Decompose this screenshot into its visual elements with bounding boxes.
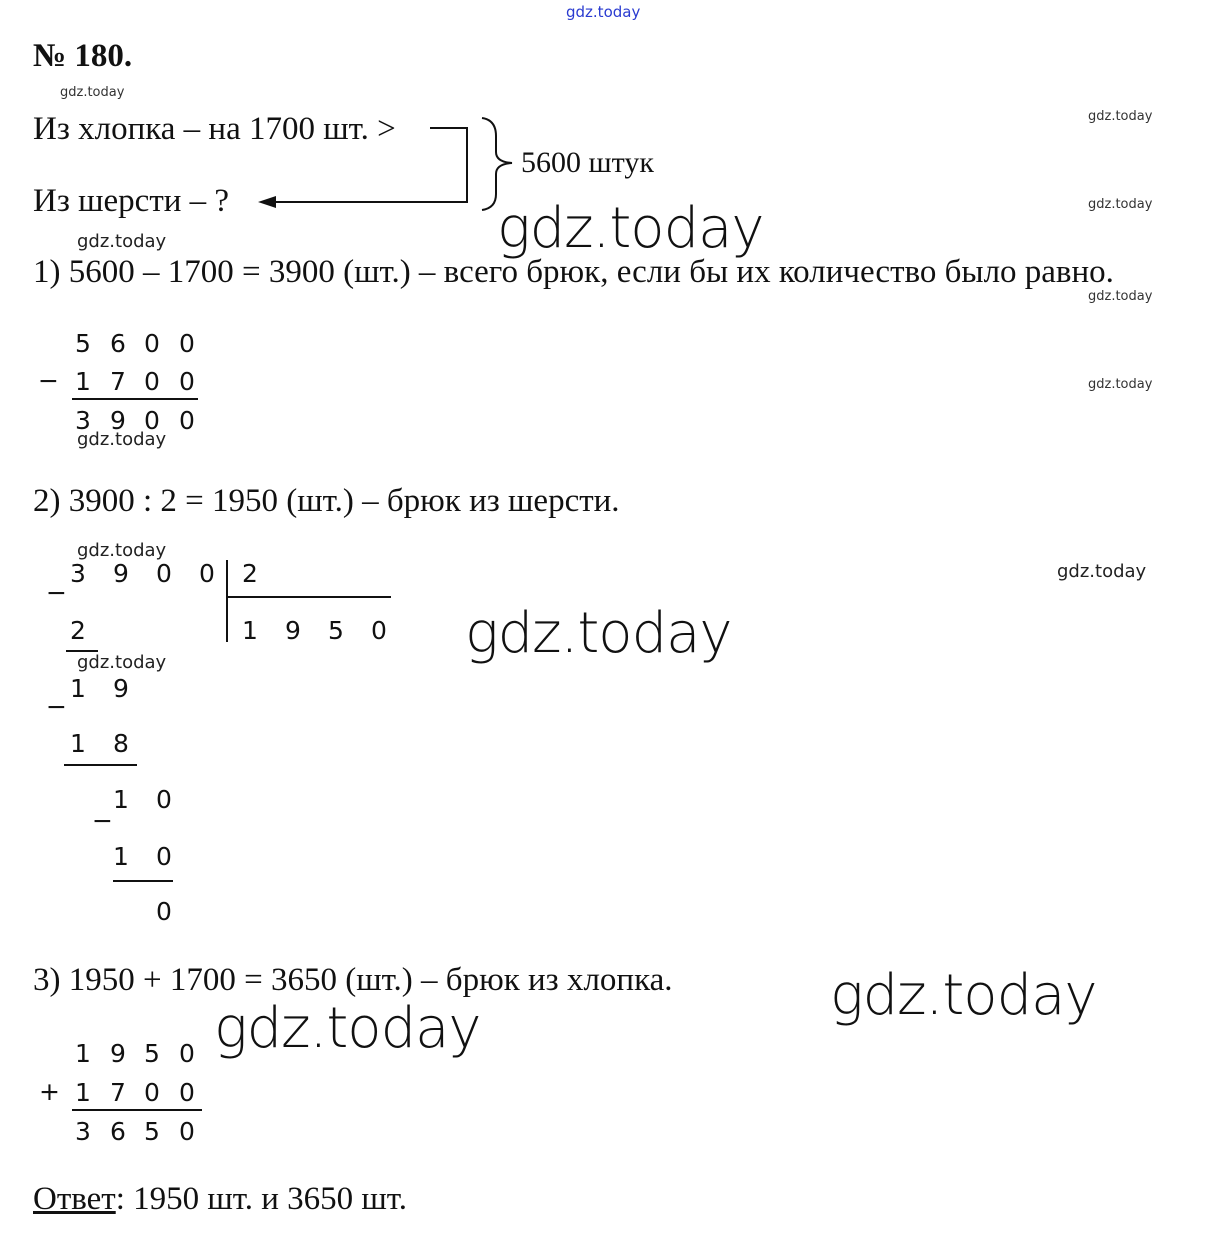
digit: 1 [242, 616, 258, 645]
watermark-small: gdz.today [60, 85, 125, 100]
watermark-medium: gdz.today [77, 231, 167, 252]
digit: 0 [179, 406, 195, 435]
digit: 6 [110, 1117, 126, 1146]
answer-label: Ответ [33, 1181, 116, 1217]
digit: 0 [156, 842, 172, 871]
digit: 9 [110, 1039, 126, 1068]
digit: 0 [371, 616, 387, 645]
step-2-text: 2) 3900 : 2 = 1950 (шт.) – брюк из шерсти. [33, 483, 620, 519]
digit: 7 [110, 367, 126, 396]
digit: 9 [113, 559, 129, 588]
condition-wool: Из шерсти – ? [33, 183, 230, 219]
watermark-large: gdz.today [830, 963, 1097, 1028]
plus-sign: + [39, 1077, 60, 1106]
digit: 5 [144, 1117, 160, 1146]
digit: 9 [113, 674, 129, 703]
digit: 3 [75, 406, 91, 435]
watermark-small: gdz.today [1088, 289, 1153, 304]
step-1-text: 1) 5600 – 1700 = 3900 (шт.) – всего брюк, если бы их количество было равно. [33, 254, 1114, 290]
digit: 6 [110, 329, 126, 358]
quotient-line [227, 596, 391, 598]
watermark-small: gdz.today [1088, 377, 1153, 392]
watermark-medium: gdz.today [77, 652, 167, 673]
digit: 3 [75, 1117, 91, 1146]
step-3-text: 3) 1950 + 1700 = 3650 (шт.) – брюк из хлопка. [33, 962, 673, 998]
problem-number: № 180. [33, 38, 133, 74]
watermark-large: gdz.today [497, 196, 764, 261]
digit: 2 [70, 616, 86, 645]
digit: 1 [75, 367, 91, 396]
digit: 1 [113, 785, 129, 814]
digit: 9 [110, 406, 126, 435]
digit: 1 [113, 842, 129, 871]
watermark-top: gdz.today [566, 3, 641, 21]
digit: 1 [70, 674, 86, 703]
result-line [72, 398, 198, 400]
digit: 1 [75, 1039, 91, 1068]
digit: 0 [144, 329, 160, 358]
watermark-large: gdz.today [465, 601, 732, 666]
result-line [72, 1109, 202, 1111]
digit: 0 [156, 897, 172, 926]
digit: 3 [70, 559, 86, 588]
answer-text: : 1950 шт. и 3650 шт. [115, 1181, 407, 1217]
arrow-head-icon [258, 196, 276, 208]
subtraction-line [64, 764, 137, 766]
subtraction-line [113, 880, 173, 882]
digit: 5 [75, 329, 91, 358]
digit: 0 [179, 1117, 195, 1146]
digit: 5 [144, 1039, 160, 1068]
condition-cotton: Из хлопка – на 1700 шт. > [33, 111, 396, 147]
digit: 0 [144, 1078, 160, 1107]
digit: 0 [179, 367, 195, 396]
watermark-small: gdz.today [1088, 109, 1153, 124]
minus-sign: − [46, 692, 67, 721]
digit: 1 [70, 729, 86, 758]
minus-sign: − [46, 578, 67, 607]
minus-sign: − [92, 806, 113, 835]
condition-total: 5600 штук [521, 146, 654, 179]
digit: 7 [110, 1078, 126, 1107]
digit: 0 [156, 785, 172, 814]
divisor: 2 [242, 559, 258, 588]
answer [33, 1183, 407, 1216]
digit: 0 [156, 559, 172, 588]
minus-sign: − [38, 366, 59, 395]
digit: 5 [328, 616, 344, 645]
digit: 8 [113, 729, 129, 758]
digit: 0 [199, 559, 215, 588]
digit: 0 [179, 1039, 195, 1068]
digit: 1 [75, 1078, 91, 1107]
watermark-medium: gdz.today [77, 540, 167, 561]
digit: 0 [144, 406, 160, 435]
watermark-medium: gdz.today [77, 429, 167, 450]
watermark-small: gdz.today [1088, 197, 1153, 212]
watermark-large: gdz.today [214, 996, 481, 1061]
digit: 0 [179, 1078, 195, 1107]
division-bar [226, 560, 228, 642]
digit: 0 [179, 329, 195, 358]
watermark-medium: gdz.today [1057, 561, 1147, 582]
digit: 9 [285, 616, 301, 645]
digit: 0 [144, 367, 160, 396]
